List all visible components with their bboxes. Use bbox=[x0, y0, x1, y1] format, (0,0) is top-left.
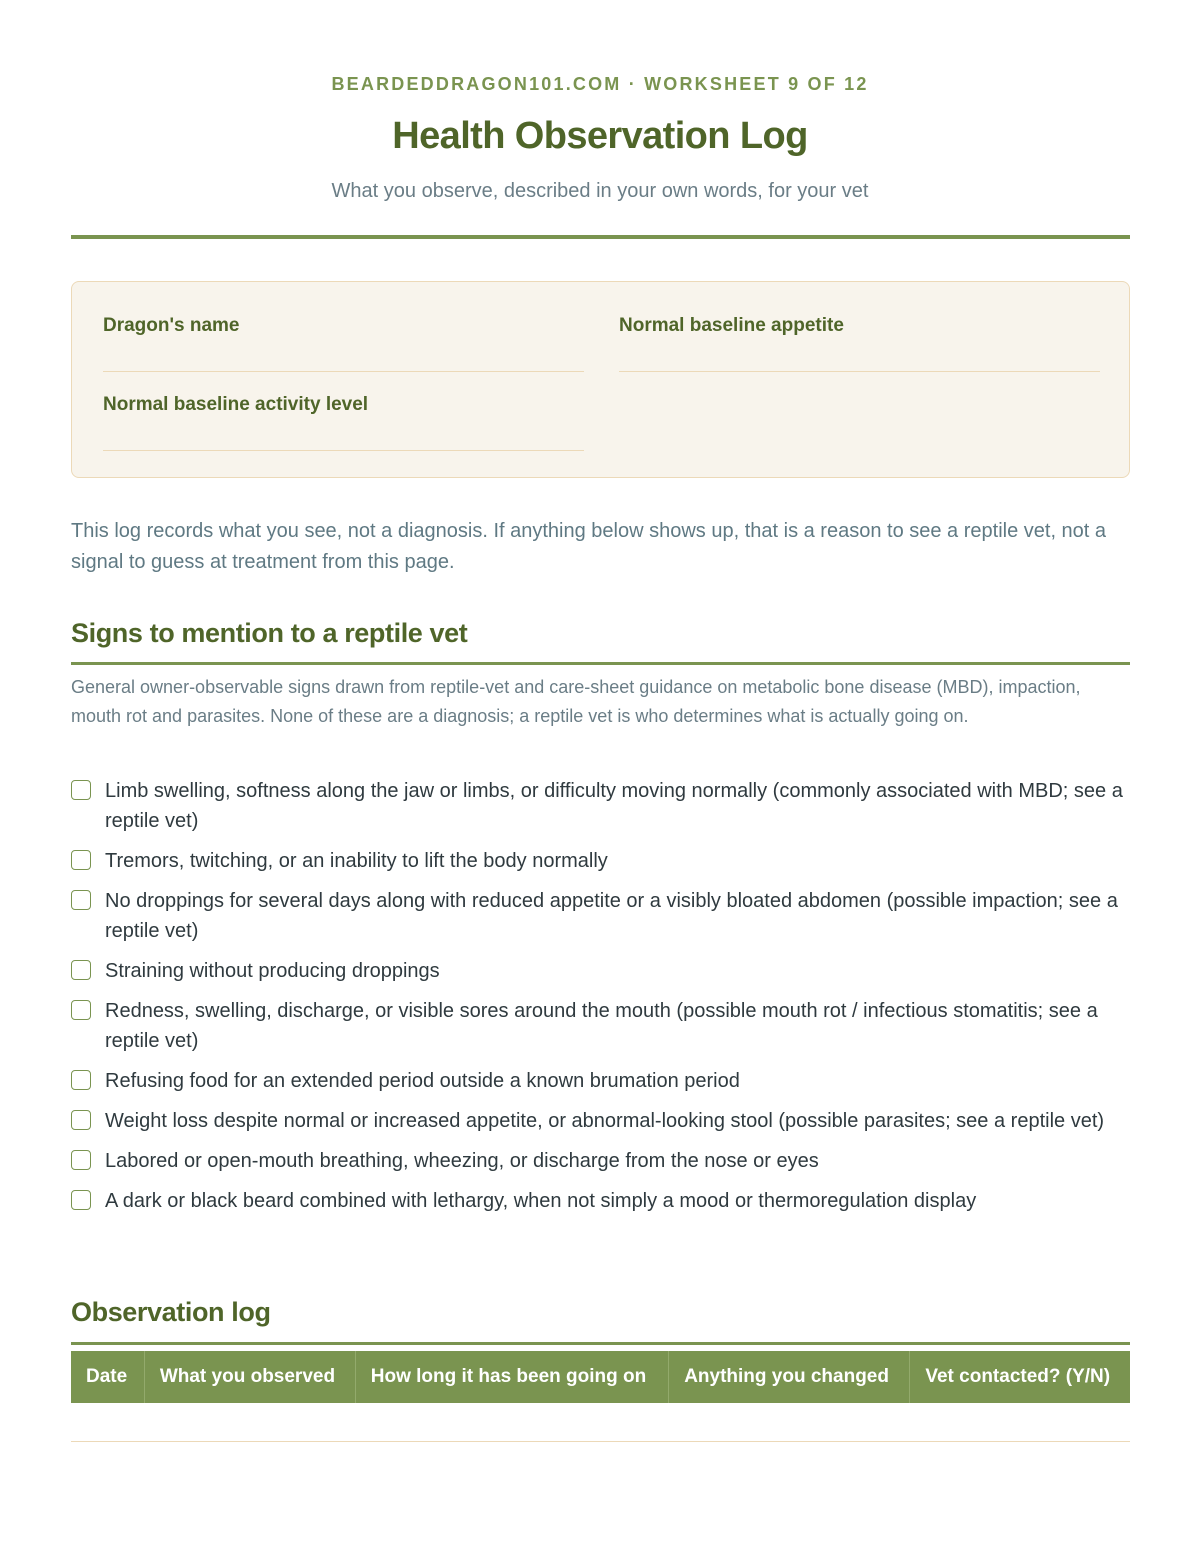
header-divider bbox=[71, 235, 1130, 239]
checkbox[interactable] bbox=[71, 890, 91, 910]
table-header-row bbox=[71, 1351, 1130, 1403]
section-title-signs: Signs to mention to a reptile vet bbox=[71, 618, 468, 648]
checklist-item[interactable] bbox=[71, 996, 1130, 1056]
checklist-item[interactable] bbox=[71, 776, 1130, 836]
site-eyebrow: BEARDEDDRAGON101.COM · WORKSHEET 9 OF 12 bbox=[331, 74, 869, 94]
field-label: Dragon's name bbox=[103, 315, 240, 336]
write-line[interactable] bbox=[103, 450, 584, 451]
field-label: Normal baseline appetite bbox=[619, 315, 844, 336]
observation-log-table bbox=[71, 1351, 1130, 1442]
table-cell[interactable] bbox=[355, 1403, 668, 1441]
column-header-vet-contacted: Vet contacted? (Y/N) bbox=[910, 1351, 1130, 1403]
section-title-log: Observation log bbox=[71, 1297, 271, 1327]
checkbox[interactable] bbox=[71, 780, 91, 800]
checkbox[interactable] bbox=[71, 1110, 91, 1130]
checklist-item-text: Limb swelling, softness along the jaw or limbs, or difficulty moving normally (commonly associated with MBD; see a reptile vet) bbox=[105, 780, 1123, 832]
write-line[interactable] bbox=[619, 371, 1100, 372]
intro-paragraph: This log records what you see, not a diagnosis. If anything below shows up, that is a reason to see a reptile vet, not a signal to guess at treatment from this page. bbox=[71, 520, 1107, 573]
field-baseline-activity[interactable] bbox=[103, 394, 584, 416]
column-header-date: Date bbox=[71, 1351, 144, 1403]
checklist-item-text: Straining without producing droppings bbox=[105, 960, 440, 982]
signs-note: General owner-observable signs drawn from reptile-vet and care-sheet guidance on metabolic bone disease (MBD), impaction, mouth rot and parasites. None of these are a diagnosis; a reptile vet is who determines what is actually going on. bbox=[71, 677, 1081, 726]
field-baseline-appetite[interactable] bbox=[619, 315, 1100, 337]
dragon-info-card bbox=[71, 281, 1130, 478]
table-cell[interactable] bbox=[669, 1403, 910, 1441]
checklist-item-text: Labored or open-mouth breathing, wheezing, or discharge from the nose or eyes bbox=[105, 1150, 819, 1172]
signs-checklist bbox=[71, 776, 1130, 1226]
page-subtitle: What you observe, described in your own words, for your vet bbox=[331, 180, 869, 202]
checklist-item-text: No droppings for several days along with reduced appetite or a visibly bloated abdomen (possible impaction; see a reptile vet) bbox=[105, 890, 1118, 942]
checklist-item[interactable] bbox=[71, 886, 1130, 946]
checklist-item-text: Redness, swelling, discharge, or visible sores around the mouth (possible mouth rot / infectious stomatitis; see a reptile vet) bbox=[105, 1000, 1098, 1052]
checklist-item[interactable] bbox=[71, 1106, 1130, 1136]
checklist-item[interactable] bbox=[71, 1066, 1130, 1096]
field-label: Normal baseline activity level bbox=[103, 394, 369, 415]
field-dragon-name[interactable] bbox=[103, 315, 584, 337]
column-header-changes: Anything you changed bbox=[669, 1351, 910, 1403]
column-header-observed: What you observed bbox=[144, 1351, 355, 1403]
page-title: Health Observation Log bbox=[392, 115, 808, 157]
checklist-item[interactable] bbox=[71, 1186, 1130, 1216]
section-divider bbox=[71, 662, 1130, 665]
checkbox[interactable] bbox=[71, 1070, 91, 1090]
checklist-item-text: Tremors, twitching, or an inability to lift the body normally bbox=[105, 850, 608, 872]
table-row bbox=[71, 1403, 1130, 1441]
checkbox[interactable] bbox=[71, 1190, 91, 1210]
checklist-item-text: Refusing food for an extended period outside a known brumation period bbox=[105, 1070, 740, 1092]
table-cell[interactable] bbox=[910, 1403, 1130, 1441]
checklist-item[interactable] bbox=[71, 846, 1130, 876]
section-divider bbox=[71, 1342, 1130, 1345]
table-cell[interactable] bbox=[144, 1403, 355, 1441]
checklist-item-text: Weight loss despite normal or increased appetite, or abnormal-looking stool (possible parasites; see a reptile vet) bbox=[105, 1110, 1105, 1132]
checkbox[interactable] bbox=[71, 1150, 91, 1170]
checkbox[interactable] bbox=[71, 1000, 91, 1020]
write-line[interactable] bbox=[103, 371, 584, 372]
checklist-item[interactable] bbox=[71, 956, 1130, 986]
checkbox[interactable] bbox=[71, 850, 91, 870]
column-header-duration: How long it has been going on bbox=[355, 1351, 668, 1403]
checkbox[interactable] bbox=[71, 960, 91, 980]
table-cell[interactable] bbox=[71, 1403, 144, 1441]
checklist-item-text: A dark or black beard combined with lethargy, when not simply a mood or thermoregulation display bbox=[105, 1190, 977, 1212]
checklist-item[interactable] bbox=[71, 1146, 1130, 1176]
